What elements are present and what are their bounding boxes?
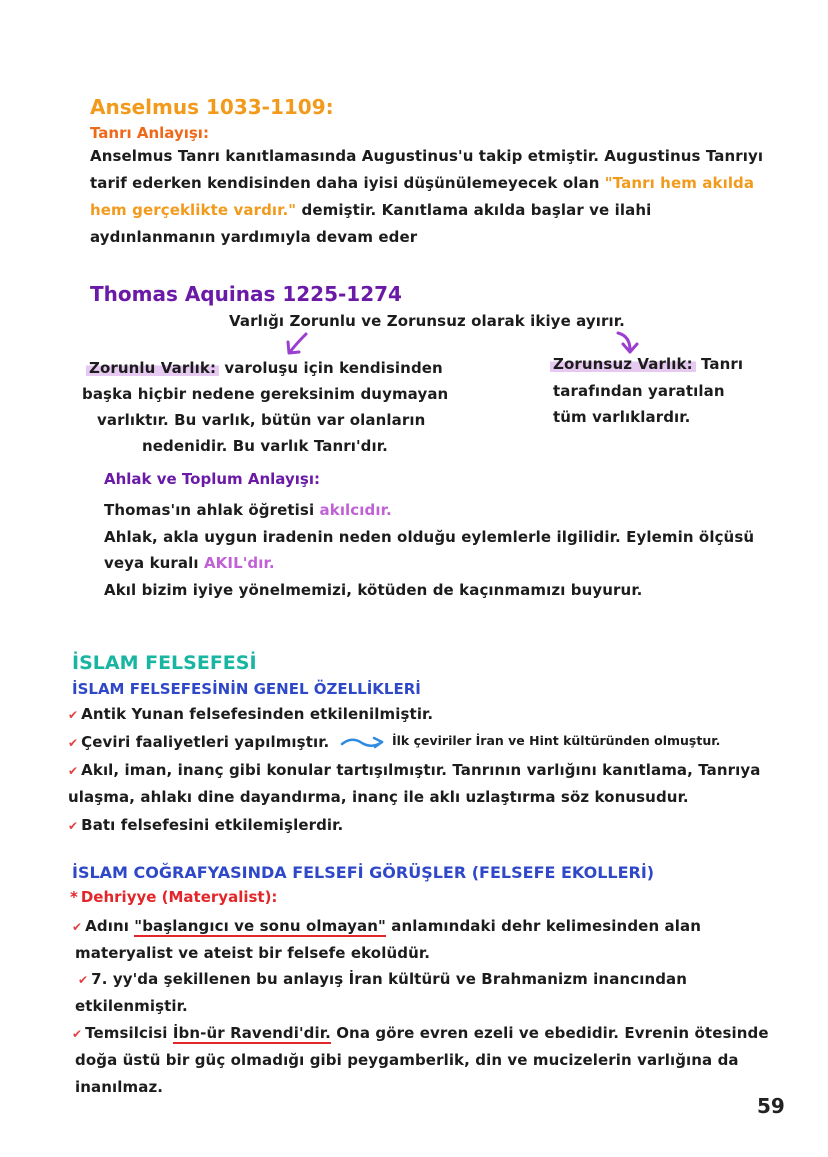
ahlak-akilci: akılcıdır. (319, 501, 392, 519)
anselmus-line-2-text: tarif ederken kendisinden daha iyisi düşünülemeyecek olan (90, 174, 605, 192)
anselmus-line-3 (90, 197, 651, 223)
zorunsuz-line-2: tarafından yaratılan (553, 382, 725, 400)
islam-bullet-3-cont: ulaşma, ahlakı dine dayandırma, inanç ile aklı uzlaştırma söz konusudur. (68, 788, 689, 806)
islam-bullet-1 (68, 701, 433, 728)
zorunlu-label: Zorunlu Varlık: (86, 359, 219, 377)
zorunsuz-line-3: tüm varlıklardır. (553, 408, 691, 426)
bullet-check-icon: ✔ (68, 819, 79, 833)
anselmus-quote-end: hem gerçeklikte vardır." (90, 201, 297, 219)
anselmus-line-2 (90, 170, 754, 196)
dehriyye-line-1 (72, 913, 701, 940)
dehriyye-line-5-c: Ona göre evren ezeli ve ebedidir. Evrenin ötesinde (330, 1024, 769, 1042)
ahlak-line-2: Ahlak, akla uygun iradenin neden olduğu eylemlerle ilgilidir. Eylemin ölçüsü (104, 528, 755, 546)
dehriyye-title (70, 888, 277, 906)
islam-bullet-2-text: Çeviri faaliyetleri yapılmıştır. (81, 733, 330, 751)
islam-bullet-1-text: Antik Yunan felsefesinden etkilenilmiştir. (81, 705, 434, 723)
islam-bullet-3-text: Akıl, iman, inanç gibi konular tartışılmıştır. Tanrının varlığını kanıtlama, Tanrıya (81, 761, 761, 779)
ahlak-line-4: Akıl bizim iyiye yönelmemizi, kötüden de kaçınmamızı buyurur. (104, 581, 643, 599)
zorunlu-line-3: varlıktır. Bu varlık, bütün var olanların (97, 411, 426, 429)
dehriyye-quote: "başlangıcı ve sonu olmayan" (134, 917, 386, 935)
ahlak-title: Ahlak ve Toplum Anlayışı: (104, 470, 320, 488)
dehriyye-line-3 (78, 966, 687, 993)
zorunlu-line-4: nedenidir. Bu varlık Tanrı'dır. (142, 437, 388, 455)
islam-title: İSLAM FELSEFESİ (72, 652, 257, 674)
dehriyye-line-6: doğa üstü bir güç olmadığı gibi peygamberlik, din ve mucizelerin varlığına da (75, 1051, 739, 1069)
islam-bullet-2-note: İlk çeviriler İran ve Hint kültüründen olmuştur. (392, 733, 721, 748)
dehriyye-line-1-c: anlamındaki dehr kelimesinden alan (385, 917, 702, 935)
ahlak-akil: AKIL'dır. (203, 554, 275, 572)
dehriyye-label: Dehriyye (Materyalist): (80, 888, 278, 906)
zorunlu-line-2: başka hiçbir nedene gereksinim duymayan (82, 385, 449, 403)
zorunsuz-label: Zorunsuz Varlık: (550, 355, 696, 373)
anselmus-subtitle: Tanrı Anlayışı: (90, 124, 209, 142)
ekoller-title: İSLAM COĞRAFYASINDA FELSEFİ GÖRÜŞLER (FELSEFE EKOLLERİ) (72, 863, 655, 882)
islam-bullet-4 (68, 812, 343, 839)
bullet-check-icon: ✔ (68, 736, 79, 750)
islam-subtitle: İSLAM FELSEFESİNİN GENEL ÖZELLİKLERİ (72, 680, 421, 698)
ahlak-line-1-text: Thomas'ın ahlak öğretisi (104, 501, 320, 519)
anselmus-line-3-text: demiştir. Kanıtlama akılda başlar ve ilahi (296, 201, 652, 219)
bullet-check-icon: ✔ (68, 708, 79, 722)
zorunsuz-text-1: Tanrı (695, 355, 744, 373)
islam-bullet-3 (68, 757, 761, 784)
anselmus-quote-start: "Tanrı hem akılda (604, 174, 755, 192)
arrow-left-icon (282, 330, 310, 358)
arrow-right-long-icon (340, 733, 386, 751)
star-icon: * (70, 888, 78, 906)
dehriyye-line-3-text: 7. yy'da şekillenen bu anlayış İran kültürü ve Brahmanizm inancından (91, 970, 688, 988)
dehriyye-line-2: materyalist ve ateist bir felsefe ekolüdür. (75, 944, 431, 962)
dehriyye-line-4: etkilenmiştir. (75, 997, 188, 1015)
aquinas-title: Thomas Aquinas 1225-1274 (90, 282, 402, 306)
zorunlu-text-1: varoluşu için kendisinden (219, 359, 443, 377)
aquinas-intro: Varlığı Zorunlu ve Zorunsuz olarak ikiye ayırır. (229, 312, 625, 330)
zorunlu-line-1 (86, 355, 443, 381)
ahlak-line-3 (104, 550, 275, 576)
bullet-check-icon: ✔ (78, 973, 89, 987)
bullet-check-icon: ✔ (72, 1027, 83, 1041)
anselmus-line-4: aydınlanmanın yardımıyla devam eder (90, 228, 418, 246)
dehriyye-line-1-a: Adını (85, 917, 135, 935)
anselmus-title: Anselmus 1033-1109: (90, 95, 334, 119)
islam-bullet-4-text: Batı felsefesini etkilemişlerdir. (81, 816, 344, 834)
bullet-check-icon: ✔ (68, 764, 79, 778)
anselmus-line-1: Anselmus Tanrı kanıtlamasında Augustinus'u takip etmiştir. Augustinus Tanrıyı (90, 147, 764, 165)
islam-bullet-2 (68, 729, 329, 756)
ahlak-line-3-text: veya kuralı (104, 554, 204, 572)
page-number: 59 (757, 1094, 785, 1118)
dehriyye-line-5 (72, 1020, 769, 1047)
zorunsuz-line-1 (550, 351, 743, 377)
dehriyye-line-5-a: Temsilcisi (85, 1024, 173, 1042)
dehriyye-representative: İbn-ür Ravendi'dir. (172, 1024, 331, 1042)
bullet-check-icon: ✔ (72, 920, 83, 934)
ahlak-line-1 (104, 497, 392, 523)
dehriyye-line-7: inanılmaz. (75, 1078, 164, 1096)
